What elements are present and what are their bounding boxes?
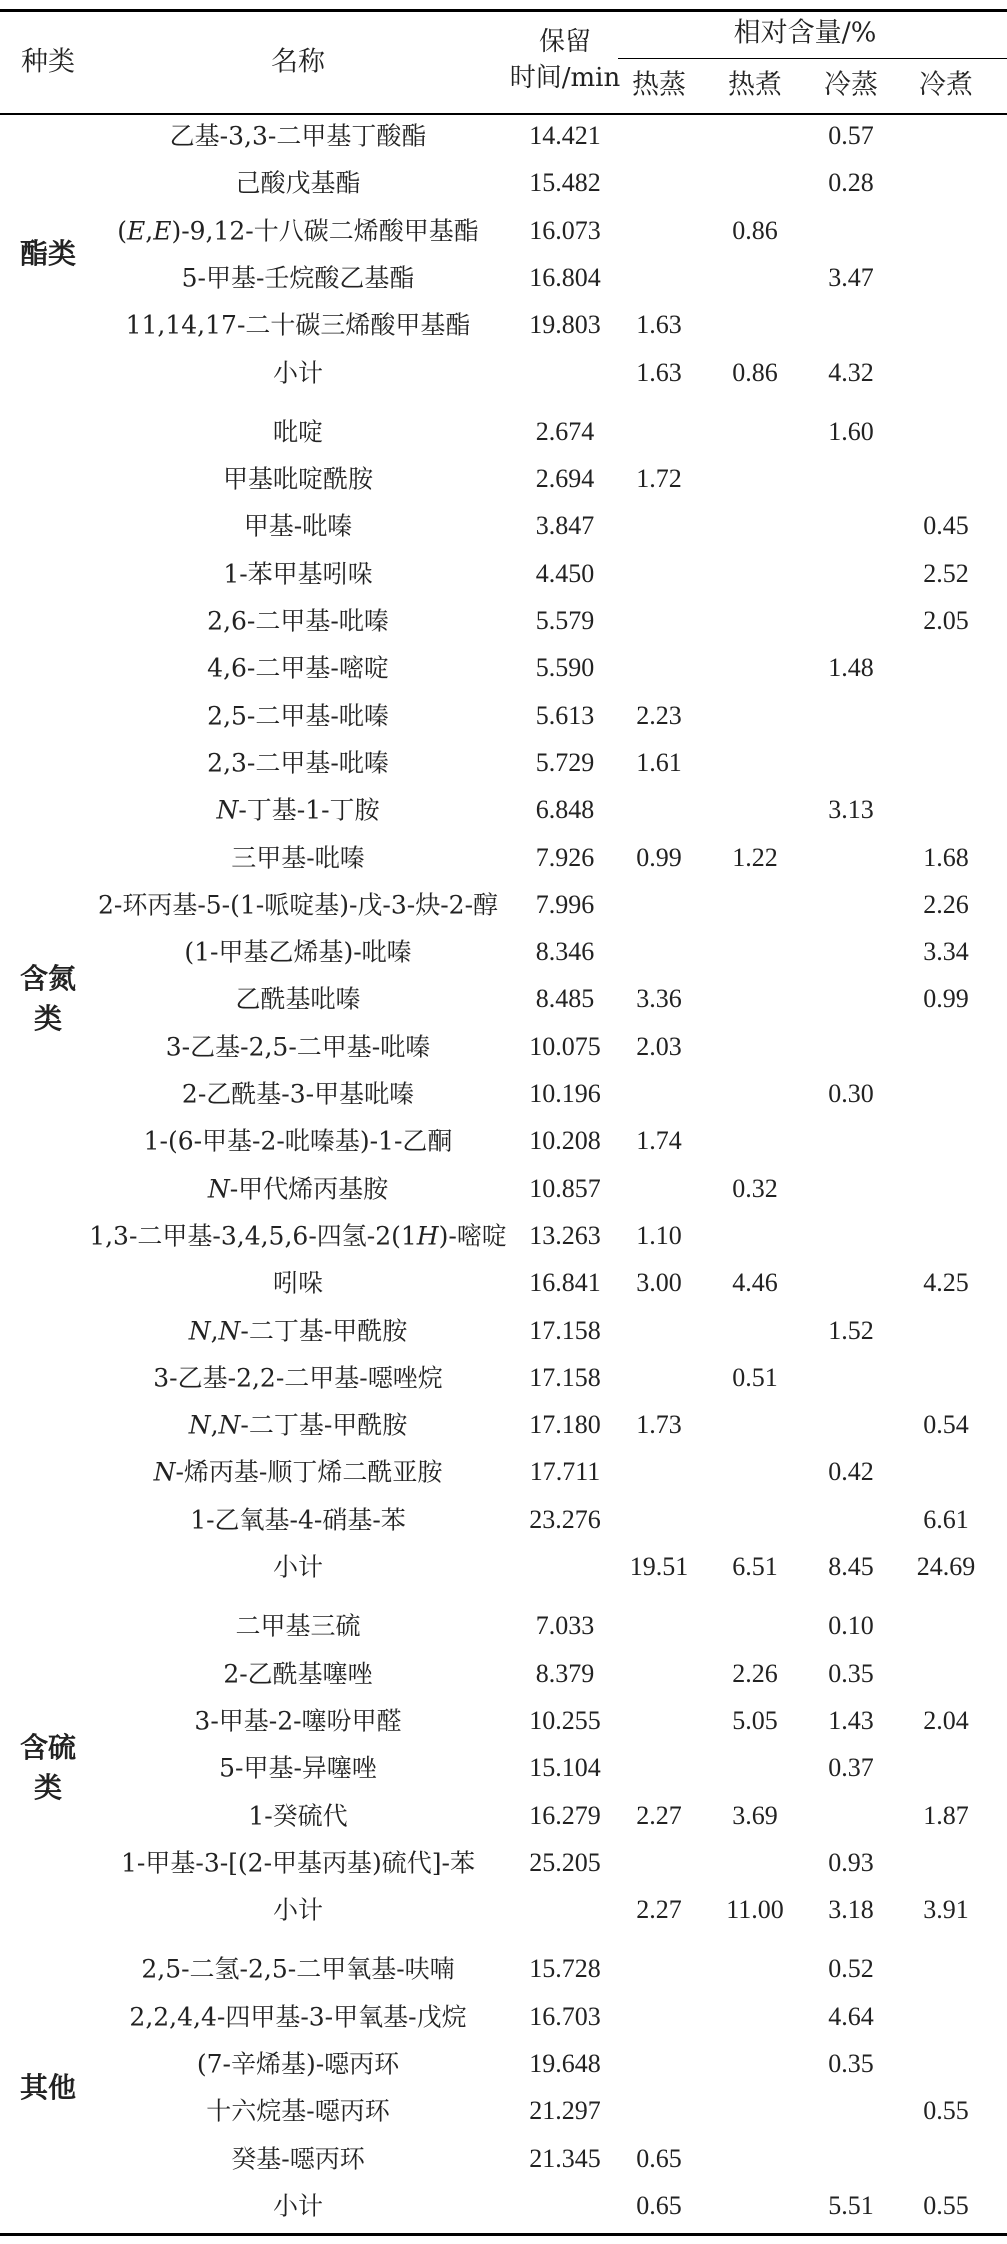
relative-content-value: 0.65 [636, 2143, 682, 2173]
relative-content-value: 5.05 [732, 1705, 778, 1735]
subtotal-value: 8.45 [828, 1552, 874, 1581]
relative-content-value: 2.04 [923, 1705, 969, 1735]
retention-time: 10.208 [529, 1126, 601, 1156]
retention-time: 17.180 [529, 1410, 601, 1440]
compound-name: 2,5-二甲基-吡嗪 [207, 701, 389, 731]
subtotal-value: 2.27 [636, 1895, 682, 1925]
compound-name: N-丁基-1-丁胺 [216, 795, 380, 825]
header-method-cold-steam: 冷蒸 [824, 69, 878, 101]
retention-time: 7.996 [535, 889, 595, 919]
retention-time: 19.803 [529, 310, 601, 340]
compound-name: 2-环丙基-5-(1-哌啶基)-戊-3-炔-2-醇 [97, 890, 499, 920]
header-method-hot-steam: 热蒸 [632, 69, 686, 101]
relative-content-value: 3.47 [828, 262, 874, 292]
subtotal-label: 小计 [272, 2191, 324, 2221]
relative-content-value: 1.52 [828, 1315, 874, 1345]
retention-time: 17.158 [529, 1362, 601, 1392]
retention-time: 21.297 [529, 2096, 601, 2126]
relative-content-value: 1.43 [828, 1705, 874, 1735]
compound-name: 癸基-噁丙环 [231, 2144, 365, 2174]
retention-time: 2.694 [535, 464, 595, 494]
relative-content-value: 1.61 [636, 747, 682, 777]
subtotal-label: 小计 [272, 1552, 324, 1582]
relative-content-value: 3.34 [923, 937, 969, 967]
relative-content-value: 2.52 [923, 558, 969, 588]
relative-content-value: 0.42 [828, 1457, 874, 1487]
relative-content-value: 0.10 [828, 1611, 874, 1641]
header-name: 名称 [271, 46, 325, 78]
subtotal-value: 1.63 [636, 357, 682, 387]
compound-name: (7-辛烯基)-噁丙环 [196, 2049, 400, 2079]
compound-name: 2,6-二甲基-吡嗪 [207, 606, 389, 636]
compound-name: 11,14,17-二十碳三烯酸甲基酯 [125, 310, 471, 340]
retention-time: 8.485 [535, 984, 595, 1014]
relative-content-value: 2.27 [636, 1800, 682, 1830]
retention-time: 3.847 [535, 511, 595, 541]
relative-content-value: 2.03 [636, 1031, 682, 1061]
subtotal-value: 3.91 [923, 1895, 969, 1925]
relative-content-value: 0.32 [732, 1173, 778, 1203]
relative-content-value: 4.46 [732, 1268, 778, 1298]
relative-content-value: 2.23 [636, 700, 682, 730]
compound-name: 甲基-吡嗪 [243, 511, 353, 541]
relative-content-value: 0.99 [636, 842, 682, 872]
relative-content-value: 1.10 [636, 1220, 682, 1250]
retention-time: 5.729 [535, 747, 595, 777]
retention-time: 17.158 [529, 1315, 601, 1345]
relative-content-value: 1.63 [636, 310, 682, 340]
category-label: 含硫 类 [19, 1731, 77, 1805]
compound-name: 2-乙酰基-3-甲基吡嗪 [181, 1079, 415, 1109]
subtotal-value: 5.51 [828, 2190, 874, 2220]
compound-name: 3-甲基-2-噻吩甲醛 [194, 1706, 402, 1736]
subtotal-value: 3.18 [828, 1895, 874, 1925]
bottom-rule [0, 2233, 1007, 2236]
header-retention-line2: 时间/min [509, 63, 621, 93]
compound-name: 吲哚 [272, 1268, 324, 1298]
retention-time: 10.196 [529, 1079, 601, 1108]
compound-name: 甲基吡啶酰胺 [222, 464, 374, 494]
compound-name: 2,2,4,4-四甲基-3-甲氧基-戊烷 [129, 2002, 467, 2032]
compound-name: 乙酰基吡嗪 [235, 984, 361, 1014]
relative-content-value: 3.13 [828, 795, 874, 825]
relative-content-value: 1.72 [636, 464, 682, 494]
relative-content-value: 3.00 [636, 1268, 682, 1298]
retention-time: 21.345 [529, 2143, 601, 2173]
retention-time: 19.648 [529, 2049, 601, 2078]
relative-content-value: 4.25 [923, 1268, 969, 1298]
retention-time: 15.482 [529, 168, 601, 198]
retention-time: 15.728 [529, 1954, 601, 1984]
compound-name: 1,3-二甲基-3,4,5,6-四氢-2(1H)-嘧啶 [89, 1221, 507, 1251]
compound-name: 4,6-二甲基-嘧啶 [207, 653, 389, 683]
compound-name: 1-苯甲基吲哚 [223, 559, 373, 589]
retention-time: 15.104 [529, 1753, 601, 1783]
compound-name: 二甲基三硫 [235, 1611, 361, 1641]
relative-content-value: 3.36 [636, 984, 682, 1014]
header-relative-content: 相对含量/% [733, 17, 877, 49]
relative-content-value: 4.64 [828, 2001, 874, 2031]
relative-content-value: 1.60 [828, 416, 874, 446]
retention-time: 23.276 [529, 1504, 601, 1534]
retention-time: 16.841 [529, 1268, 601, 1298]
subtotal-label: 小计 [272, 358, 324, 387]
retention-time: 4.450 [535, 558, 595, 588]
relative-content-value: 0.28 [828, 168, 874, 198]
compound-name: 1-乙氧基-4-硝基-苯 [190, 1505, 406, 1535]
relative-content-value: 1.74 [636, 1126, 682, 1156]
compound-name: 乙基-3,3-二甲基丁酸酯 [169, 121, 427, 151]
header-retention-line1: 保留 [538, 27, 592, 57]
retention-time: 8.379 [535, 1658, 595, 1688]
relative-content-value: 0.35 [828, 1658, 874, 1688]
retention-time: 5.579 [535, 606, 595, 635]
subtotal-value: 24.69 [916, 1552, 976, 1581]
header-method-cold-boil: 冷煮 [919, 69, 973, 101]
retention-time: 10.075 [529, 1031, 601, 1061]
subtotal-value: 0.65 [636, 2190, 682, 2220]
subtotal-value: 0.86 [732, 357, 778, 387]
compound-name: 十六烷基-噁丙环 [206, 2096, 390, 2126]
relative-content-value: 0.55 [923, 2096, 969, 2126]
retention-time: 16.279 [529, 1800, 601, 1830]
category-label: 其他 [19, 2070, 77, 2104]
relative-content-value: 1.87 [923, 1800, 969, 1830]
header-category: 种类 [21, 46, 75, 78]
compound-name: 吡啶 [272, 417, 324, 447]
compound-name: 2-乙酰基噻唑 [223, 1659, 373, 1689]
retention-time: 14.421 [529, 121, 601, 150]
retention-time: 8.346 [535, 937, 595, 967]
relative-content-value: 0.52 [828, 1954, 874, 1984]
retention-time: 2.674 [535, 416, 595, 446]
compound-name: N,N-二丁基-甲酰胺 [188, 1316, 408, 1345]
relative-content-value: 0.57 [828, 121, 874, 150]
retention-time: 5.613 [535, 700, 595, 730]
header-method-hot-boil: 热煮 [728, 69, 782, 101]
subtotal-value: 6.51 [732, 1552, 778, 1581]
relative-content-value: 3.69 [732, 1800, 778, 1830]
relative-content-value: 6.61 [923, 1504, 969, 1534]
retention-time: 16.073 [529, 215, 601, 245]
retention-time: 17.711 [529, 1457, 601, 1487]
compound-name: 2,5-二氢-2,5-二甲氧基-呋喃 [141, 1954, 455, 1984]
compound-name: 3-乙基-2,5-二甲基-吡嗪 [165, 1032, 431, 1062]
relative-content-value: 0.35 [828, 2049, 874, 2078]
category-label: 含氮 类 [19, 962, 77, 1036]
compound-name: 1-癸硫代 [248, 1801, 348, 1830]
retention-time: 10.255 [529, 1705, 601, 1735]
relative-content-value: 2.26 [732, 1658, 778, 1688]
subtotal-label: 小计 [272, 1895, 324, 1925]
relative-content-value: 1.22 [732, 842, 778, 872]
relative-content-value: 0.54 [923, 1410, 969, 1440]
category-label: 酯类 [19, 237, 77, 271]
relative-content-value: 0.99 [923, 984, 969, 1014]
header-sub-rule [618, 58, 1007, 59]
compound-name: 己酸戊基酯 [235, 168, 361, 198]
relative-content-value: 1.48 [828, 653, 874, 683]
relative-content-value: 2.05 [923, 606, 969, 635]
relative-content-value: 0.86 [732, 215, 778, 245]
subtotal-value: 4.32 [828, 357, 874, 387]
relative-content-value: 1.73 [636, 1410, 682, 1440]
compound-name: N-烯丙基-顺丁烯二酰亚胺 [153, 1457, 443, 1487]
subtotal-value: 11.00 [726, 1895, 784, 1925]
compound-name: 2,3-二甲基-吡嗪 [207, 748, 389, 778]
top-rule [0, 9, 1007, 12]
retention-time: 6.848 [535, 795, 595, 825]
relative-content-value: 2.26 [923, 889, 969, 919]
relative-content-value: 0.45 [923, 511, 969, 541]
relative-content-value: 0.93 [828, 1847, 874, 1877]
retention-time: 7.033 [535, 1611, 595, 1641]
retention-time: 5.590 [535, 653, 595, 683]
compound-name: (1-甲基乙烯基)-吡嗪 [184, 937, 412, 967]
subtotal-value: 19.51 [629, 1552, 689, 1581]
header-rule [0, 113, 1007, 115]
relative-content-value: 0.51 [732, 1362, 778, 1392]
retention-time: 25.205 [529, 1847, 601, 1877]
compound-name: N,N-二丁基-甲酰胺 [188, 1410, 408, 1440]
compound-name: 三甲基-吡嗪 [231, 843, 365, 872]
compound-name: 1-(6-甲基-2-吡嗪基)-1-乙酮 [143, 1126, 453, 1156]
retention-time: 7.926 [535, 842, 595, 872]
compound-name: N-甲代烯丙基胺 [207, 1174, 389, 1204]
subtotal-value: 0.55 [923, 2190, 969, 2220]
compound-name: (E,E)-9,12-十八碳二烯酸甲基酯 [117, 216, 479, 246]
relative-content-value: 1.68 [923, 842, 969, 872]
header-retention-time [510, 24, 620, 96]
compound-name: 3-乙基-2,2-二甲基-噁唑烷 [153, 1363, 443, 1393]
retention-time: 16.703 [529, 2001, 601, 2031]
retention-time: 16.804 [529, 262, 601, 292]
retention-time: 13.263 [529, 1220, 601, 1250]
compound-name: 1-甲基-3-[(2-甲基丙基)硫代]-苯 [121, 1848, 475, 1878]
compound-name: 5-甲基-异噻唑 [219, 1753, 377, 1783]
compound-name: 5-甲基-壬烷酸乙基酯 [181, 263, 415, 293]
relative-content-value: 0.30 [828, 1079, 874, 1108]
retention-time: 10.857 [529, 1173, 601, 1203]
relative-content-value: 0.37 [828, 1753, 874, 1783]
